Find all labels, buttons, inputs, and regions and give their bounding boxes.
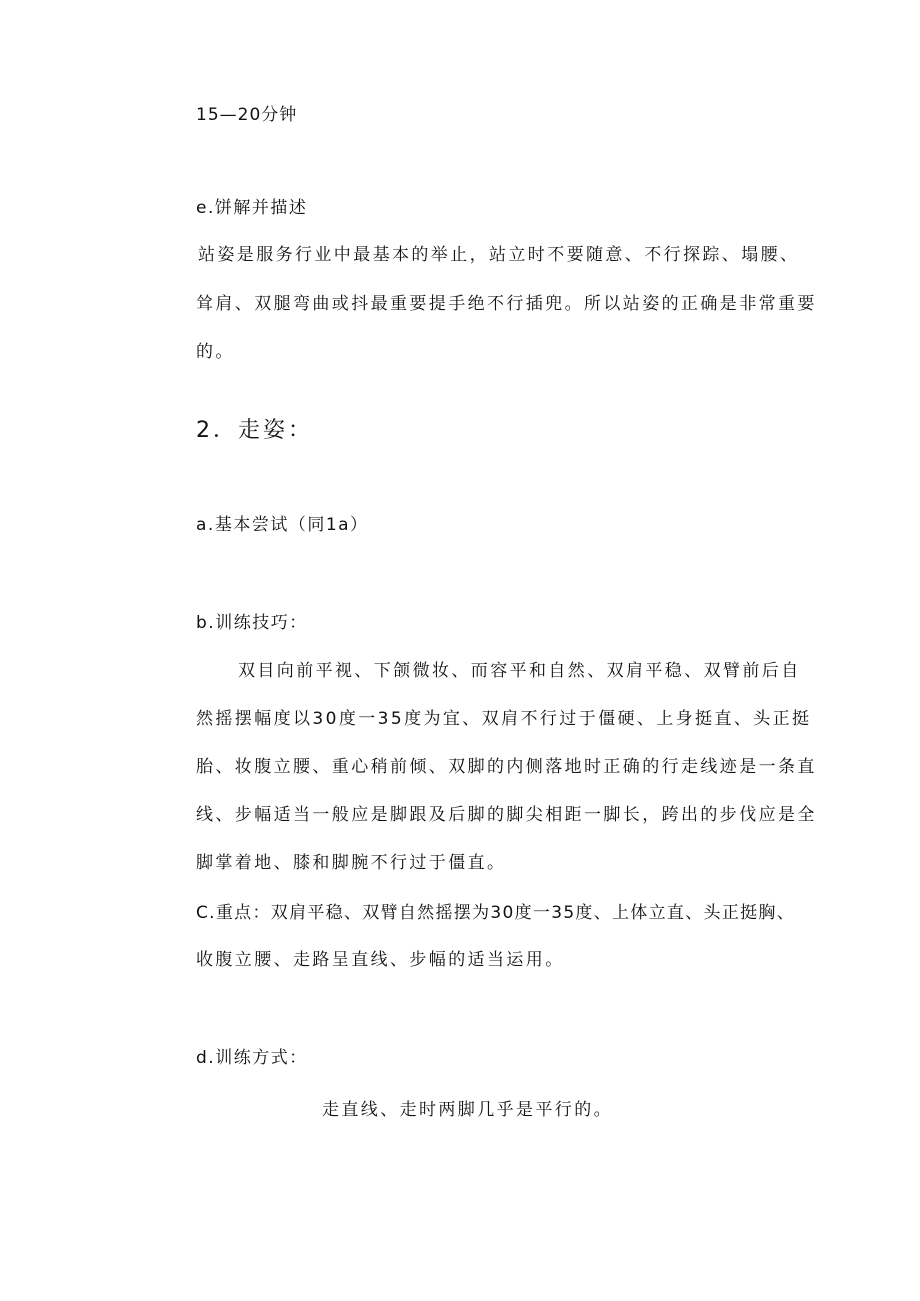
time-note: 15—20分钟 bbox=[196, 105, 298, 125]
b-paragraph-line-4: 线、步幅适当一般应是脚跟及后脚的脚尖相距一脚长，跨出的步伐应是全 bbox=[196, 805, 817, 825]
b-paragraph-line-3: 胎、妆腹立腰、重心稍前倾、双脚的内侧落地时正确的行走线迹是一条直 bbox=[196, 757, 817, 777]
d-text: 走直线、走时两脚几乎是平行的。 bbox=[322, 1100, 613, 1120]
e-paragraph-line-1: 站姿是服务行业中最基本的举止，站立时不要随意、不行探踪、塌腰、 bbox=[198, 245, 800, 265]
e-paragraph-line-2: 耸肩、双腿弯曲或抖最重要提手绝不行插兜。所以站姿的正确是非常重要 bbox=[196, 294, 817, 314]
c-paragraph-line-2: 收腹立腰、走路呈直线、步幅的适当运用。 bbox=[196, 950, 565, 970]
section-2-heading: 2．走姿： bbox=[196, 418, 313, 443]
d-label: d.训练方式： bbox=[196, 1048, 308, 1068]
c-paragraph-line-1: C.重点：双肩平稳、双臂自然摇摆为30度一35度、上体立直、头正挺胸、 bbox=[196, 903, 796, 923]
b-paragraph-line-2: 然摇摆幅度以30度一35度为宜、双肩不行过于僵硬、上身挺直、头正挺 bbox=[196, 709, 812, 729]
e-label: e.饼解并描述 bbox=[196, 198, 308, 218]
b-label: b.训练技巧： bbox=[196, 613, 308, 633]
b-paragraph-line-1: 双目向前平视、下颌微妆、而容平和自然、双肩平稳、双臂前后自 bbox=[238, 661, 801, 681]
a-label: a.基本尝试（同1a） bbox=[196, 515, 369, 535]
e-paragraph-line-3: 的。 bbox=[196, 342, 235, 362]
b-paragraph-line-5: 脚掌着地、膝和脚腕不行过于僵直。 bbox=[196, 853, 507, 873]
